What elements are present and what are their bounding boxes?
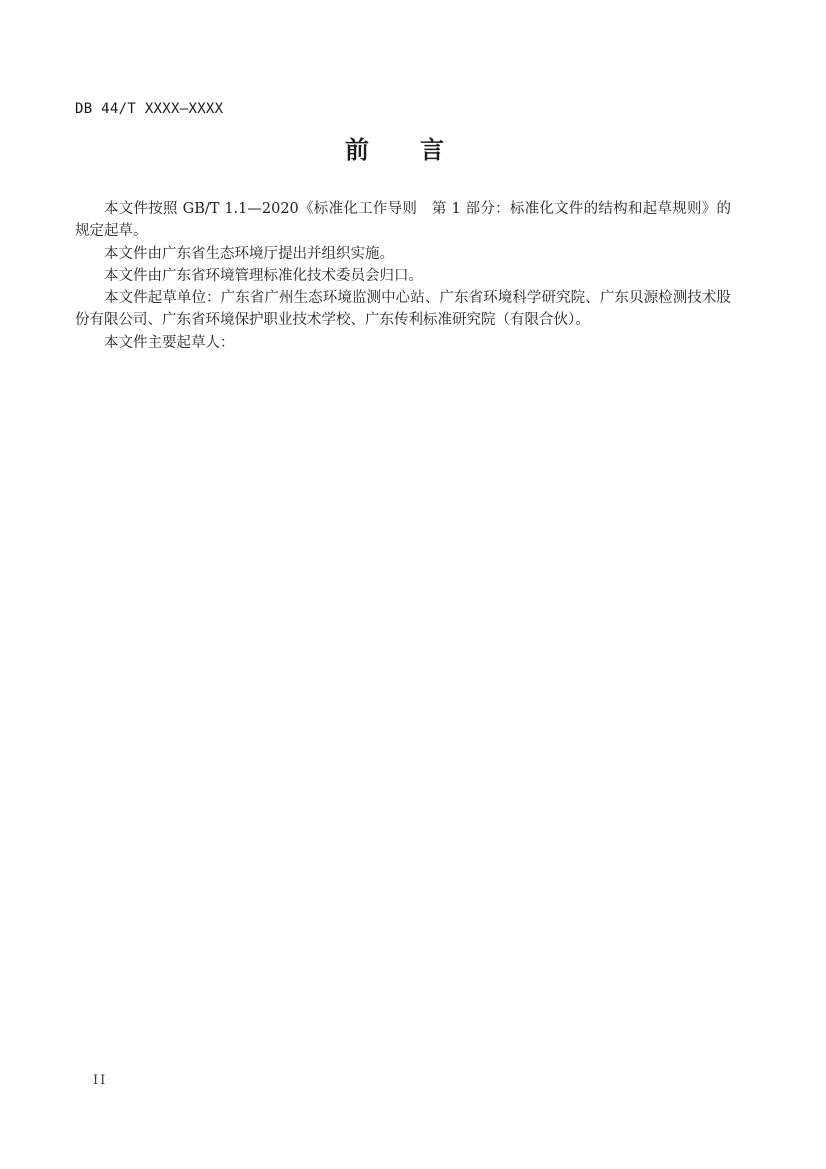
- foreword-paragraph-centralized-by: 本文件由广东省环境管理标准化技术委员会归口。: [104, 267, 423, 284]
- foreword-paragraph-main-drafters: 本文件主要起草人：: [104, 334, 235, 351]
- foreword-body: [75, 198, 731, 354]
- foreword-paragraph-drafting-organizations: 本文件起草单位：广东省广州生态环境监测中心站、广东省环境科学研究院、广东贝源检测技术股份有限公司、广东省环境保护职业技术学校、广东传利标准研究院（有限合伙）。: [75, 290, 731, 329]
- page-number: II: [93, 1073, 108, 1088]
- doc-number: DB 44/T XXXX—XXXX: [75, 101, 224, 117]
- page-title: 前 言: [345, 136, 445, 164]
- foreword-paragraph-proposed-by: 本文件由广东省生态环境厅提出并组织实施。: [104, 245, 394, 262]
- foreword-paragraph-drafting-rules: 本文件按照 GB/T 1.1—2020《标准化工作导则 第 1 部分：标准化文件的结构和起草规则》的规定起草。: [75, 201, 731, 240]
